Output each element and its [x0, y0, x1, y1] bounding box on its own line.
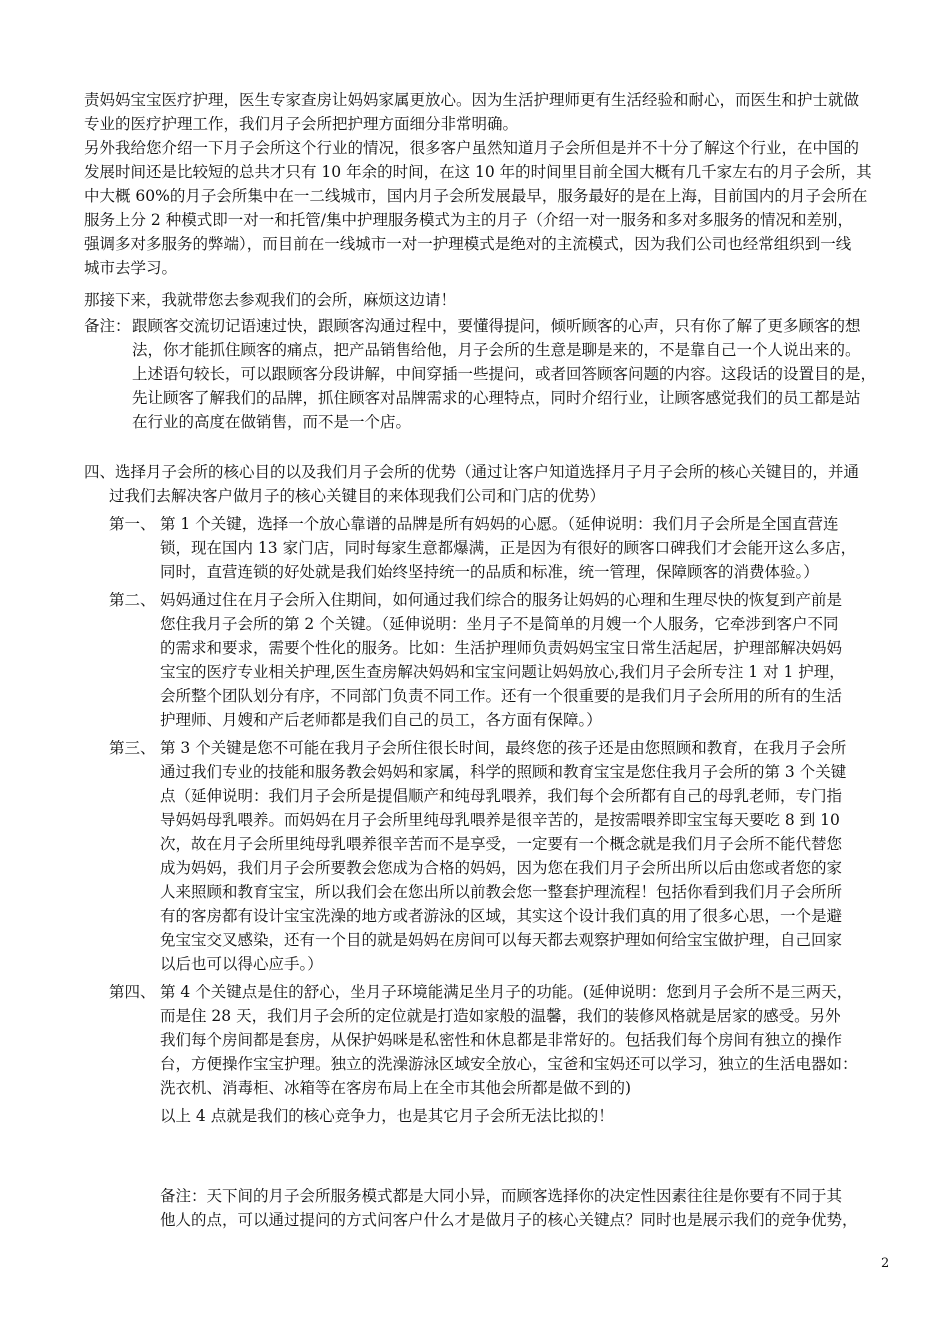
page-number: 2: [881, 1256, 890, 1271]
section-heading: 过我们去解决客户做月子的核心关键目的来体现我们公司和门店的优势）: [109, 487, 606, 505]
item-line: 同时，直营连锁的好处就是我们始终坚持统一的品质和标准，统一管理，保障顾客的消费体验。）: [160, 563, 819, 581]
item-line: 台，方便操作宝宝护理。独立的洗澡游泳区域安全放心，宝爸和宝妈还可以学习，独立的生活电器如：: [160, 1055, 858, 1073]
item-line: 次，故在月子会所里纯母乳喂养很辛苦而不是享受，一定要有一个概念就是我们月子会所不能代替您: [160, 835, 843, 853]
item-line: 第 4 个关键点是住的舒心，坐月子环境能满足坐月子的功能。(延伸说明：您到月子会所不是三两天，: [160, 983, 853, 1001]
note-line: 法，你才能抓住顾客的痛点，把产品销售给他，月子会所的生意是聊是来的，不是靠自己一个人说出来的。: [132, 341, 861, 359]
item-label: 第三、: [109, 739, 156, 757]
item-line: 成为妈妈，我们月子会所要教会您成为合格的妈妈，因为您在我们月子会所出所以后由您或者您的家: [160, 859, 843, 877]
item-line: 护理师、月嫂和产后老师都是我们自己的员工，各方面有保障。）: [160, 711, 602, 729]
item-line: 通过我们专业的技能和服务教会妈妈和家属，科学的照顾和教育宝宝是您住我月子会所的第 3 个关键: [160, 763, 847, 781]
text-line: 专业的医疗护理工作，我们月子会所把护理方面细分非常明确。: [84, 115, 519, 133]
item-line: 免宝宝交叉感染，还有一个目的就是妈妈在房间可以每天都去观察护理如何给宝宝做护理，自己回家: [160, 931, 843, 949]
item-line: 我们每个房间都是套房，从保护妈咪是私密性和休息都是非常好的。包括我们每个房间有独立的操作: [160, 1031, 843, 1049]
note-line: 在行业的高度在做销售，而不是一个店。: [132, 413, 412, 431]
note-line: 跟顾客交流切记语速过快，跟顾客沟通过程中，要懂得提问，倾听顾客的心声，只有你了解了更多顾客的想: [132, 317, 861, 335]
item-line: 以后也可以得心应手。）: [160, 955, 323, 973]
item-line: 人来照顾和教育宝宝，所以我们会在您出所以前教会您一整套护理流程！包括你看到我们月子会所所: [160, 883, 843, 901]
note-label: 备注：: [84, 317, 131, 335]
item-line: 点（延伸说明：我们月子会所是提倡顺产和纯母乳喂养，我们每个会所都有自己的母乳老师，专门指: [160, 787, 843, 805]
item-label: 第四、: [109, 983, 156, 1001]
section-heading: 四、选择月子会所的核心目的以及我们月子会所的优势（通过让客户知道选择月子月子会所的核心关键目的，并通: [84, 463, 860, 481]
text-line: 发展时间还是比较短的总共才只有 10 年余的时间，在这 10 年的时间里目前全国大概有几千家左右的月子会所，其: [84, 163, 872, 181]
text-line: 城市去学习。: [84, 259, 178, 277]
item-line: 您住我月子会所的第 2 个关键。（延伸说明：坐月子不是简单的月嫂一个人服务，它牵涉到客户不同: [160, 615, 839, 633]
text-line: 强调多对多服务的弊端），而目前在一线城市一对一护理模式是绝对的主流模式，因为我们公司也经常组织到一线: [84, 235, 852, 253]
item-label: 第二、: [109, 591, 156, 609]
note-line: 备注：天下间的月子会所服务模式都是大同小异，而顾客选择你的决定性因素往往是你要有不同于其: [160, 1187, 843, 1205]
item-line: 有的客房都有设计宝宝洗澡的地方或者游泳的区域，其实这个设计我们真的用了很多心思，一个是避: [160, 907, 843, 925]
note-line: 他人的点，可以通过提问的方式问客户什么才是做月子的核心关键点？同时也是展示我们的竞争优势，: [160, 1211, 858, 1229]
item-line: 第 3 个关键是您不可能在我月子会所住很长时间，最终您的孩子还是由您照顾和教育，在我月子会所: [160, 739, 847, 757]
note-line: 先让顾客了解我们的品牌，抓住顾客对品牌需求的心理特点，同时介绍行业，让顾客感觉我们的员工都是站: [132, 389, 861, 407]
item-line: 会所整个团队划分有序，不同部门负责不同工作。还有一个很重要的是我们月子会所用的所有的生活: [160, 687, 843, 705]
text-line: 服务上分 2 种模式即一对一和托管/集中护理服务模式为主的月子（介绍一对一服务和多对多服务的情况和差别，: [84, 211, 853, 229]
note-line: 上述语句较长，可以跟顾客分段讲解，中间穿插一些提问，或者回答顾客问题的内容。这段话的设置目的是，: [132, 365, 877, 383]
text-line: 责妈妈宝宝医疗护理，医生专家查房让妈妈家属更放心。因为生活护理师更有生活经验和耐心，而医生和护士就做: [84, 91, 860, 109]
text-line: 另外我给您介绍一下月子会所这个行业的情况，很多客户虽然知道月子会所但是并不十分了解这个行业，在中国的: [84, 139, 860, 157]
item-line: 洗衣机、消毒柜、冰箱等在客房布局上在全市其他会所都是做不到的): [160, 1079, 632, 1097]
item-line: 宝宝的医疗专业相关护理,医生查房解决妈妈和宝宝问题让妈妈放心,我们月子会所专注 1 对 1 护理，: [160, 663, 845, 681]
item-line: 的需求和要求，需要个性化的服务。比如：生活护理师负责妈妈宝宝日常生活起居，护理部解决妈妈: [160, 639, 843, 657]
text-line: 中大概 60%的月子会所集中在一二线城市，国内月子会所发展最早，服务最好的是在上海，目前国内的月子会所在: [84, 187, 868, 205]
item-line: 而是住 28 天，我们月子会所的定位就是打造如家般的温馨，我们的装修风格就是居家的感受。另外: [160, 1007, 841, 1025]
item-line: 导妈妈母乳喂养。而妈妈在月子会所里纯母乳喂养是很辛苦的，是按需喂养即宝宝每天要吃 8 到 10: [160, 811, 840, 829]
item-line: 妈妈通过住在月子会所入住期间，如何通过我们综合的服务让妈妈的心理和生理尽快的恢复到产前是: [160, 591, 843, 609]
item-line: 第 1 个关键，选择一个放心靠谱的品牌是所有妈妈的心愿。（延伸说明：我们月子会所是全国直营连: [160, 515, 839, 533]
item-line: 以上 4 点就是我们的核心竞争力，也是其它月子会所无法比拟的！: [160, 1107, 614, 1125]
text-line: 那接下来，我就带您去参观我们的会所，麻烦这边请！: [84, 291, 457, 309]
item-label: 第一、: [109, 515, 156, 533]
item-line: 锁，现在国内 13 家门店，同时每家生意都爆满，正是因为有很好的顾客口碑我们才会能开这么多店，: [160, 539, 857, 557]
